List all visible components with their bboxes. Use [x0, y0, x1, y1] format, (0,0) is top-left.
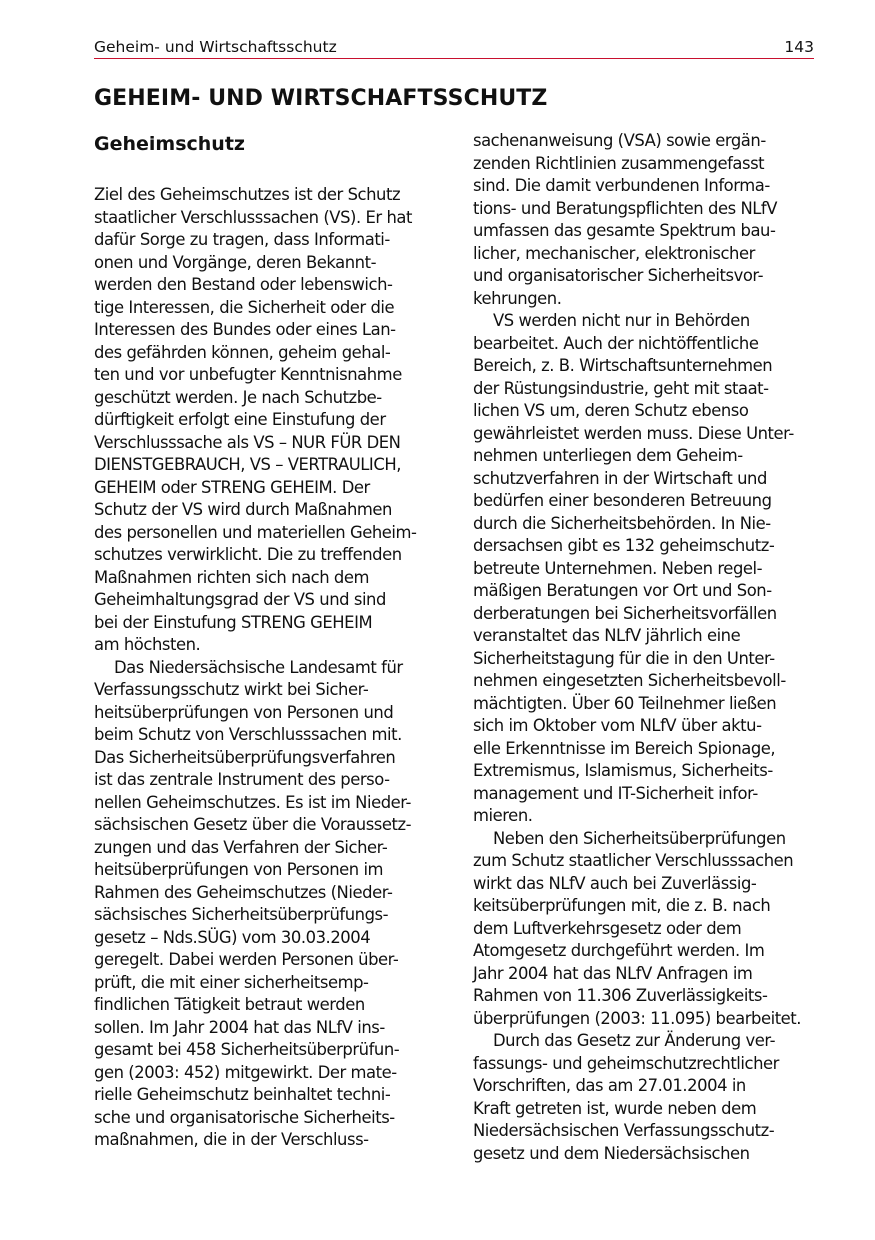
text-line: bearbeitet. Auch der nichtöffentliche [473, 333, 759, 353]
text-line: zum Schutz staatlicher Verschlusssachen [473, 851, 794, 870]
text-line: sächsischen Gesetz über die Voraussetz- [94, 815, 412, 834]
text-line: dersachsen gibt es 132 geheimschutz- [473, 536, 775, 555]
text-line: ist das zentrale Instrument des perso- [94, 770, 390, 789]
page-number: 143 [784, 38, 814, 56]
text-line: nehmen eingesetzten Sicherheitsbevoll- [473, 671, 786, 690]
text-line: Sicherheitstagung für die in den Unter- [473, 648, 775, 668]
text-line: management und IT-Sicherheit infor- [473, 783, 758, 803]
text-line: lichen VS um, deren Schutz ebenso [473, 401, 749, 420]
text-line: elle Erkenntnisse im Bereich Spionage, [473, 738, 776, 758]
text-line: tions- und Beratungspflichten des NLfV [473, 198, 778, 218]
text-line: Das Niedersächsische Landesamt für [114, 657, 403, 677]
text-line: licher, mechanischer, elektronischer [473, 243, 755, 263]
text-line: keitsüberprüfungen mit, die z. B. nach [473, 896, 771, 915]
text-line: Rahmen des Geheimschutzes (Nieder- [94, 882, 393, 902]
text-line: Das Sicherheitsüberprüfungsverfahren [94, 747, 396, 767]
text-line: onen und Vorgänge, deren Bekannt- [94, 252, 377, 272]
text-line: nehmen unterliegen dem Geheim- [473, 446, 743, 465]
text-line: mäßigen Beratungen vor Ort und Son- [473, 581, 772, 600]
text-line: findlichen Tätigkeit betraut werden [94, 995, 365, 1014]
text-line: werden den Bestand oder lebenswich- [94, 275, 393, 294]
text-line: zungen und das Verfahren der Sicher- [94, 837, 388, 857]
text-line: dürftigkeit erfolgt eine Einstufung der [94, 410, 386, 429]
text-line: beim Schutz von Verschlusssachen mit. [94, 725, 402, 744]
text-line: und organisatorischer Sicherheitsvor- [473, 266, 764, 285]
text-line: kehrungen. [473, 288, 562, 308]
text-line: Durch das Gesetz zur Änderung ver- [493, 1031, 776, 1050]
text-line: Vorschriften, das am 27.01.2004 in [473, 1076, 746, 1095]
text-line: nellen Geheimschutzes. Es ist im Nieder- [94, 792, 411, 812]
text-line: am höchsten. [94, 635, 201, 654]
text-line: Interessen des Bundes oder eines Lan- [94, 320, 396, 339]
text-line: gen (2003: 452) mitgewirkt. Der mate- [94, 1062, 397, 1082]
text-line: geschützt werden. Je nach Schutzbe- [94, 387, 382, 407]
text-line: ten und vor unbefugter Kenntnisnahme [94, 365, 402, 384]
text-line: sollen. Im Jahr 2004 hat das NLfV ins- [94, 1017, 385, 1037]
text-line: durch die Sicherheitsbehörden. In Nie- [473, 513, 771, 533]
text-line: mächtigten. Über 60 Teilnehmer ließen [473, 693, 777, 713]
text-line: rielle Geheimschutz beinhaltet techni- [94, 1085, 391, 1104]
right-column [473, 130, 818, 1165]
text-line: mieren. [473, 806, 533, 825]
text-line: Ziel des Geheimschutzes ist der Schutz [94, 185, 401, 204]
text-line: bedürfen einer besonderen Betreuung [473, 491, 772, 510]
text-line: heitsüberprüfungen von Personen und [94, 702, 394, 722]
text-line: fassungs- und geheimschutzrechtlicher [473, 1053, 779, 1073]
text-line: GEHEIM oder STRENG GEHEIM. Der [94, 477, 370, 497]
page-title: GEHEIM- UND WIRTSCHAFTSSCHUTZ [94, 86, 548, 111]
text-line: Geheimhaltungsgrad der VS und sind [94, 590, 386, 609]
text-line: Maßnahmen richten sich nach dem [94, 567, 370, 587]
text-line: staatlicher Verschlusssachen (VS). Er hat [94, 207, 412, 227]
text-line: überprüfungen (2003: 11.095) bearbeitet. [473, 1008, 802, 1028]
text-line: gewährleistet werden muss. Diese Unter- [473, 423, 794, 443]
running-header [94, 36, 814, 59]
text-line: maßnahmen, die in der Verschluss- [94, 1130, 369, 1149]
text-line: Bereich, z. B. Wirtschaftsunternehmen [473, 356, 773, 375]
text-line: veranstaltet das NLfV jährlich eine [473, 626, 741, 645]
text-line: sächsisches Sicherheitsüberprüfungs- [94, 905, 389, 924]
text-line: VS werden nicht nur in Behörden [493, 311, 750, 330]
text-line: schutzverfahren in der Wirtschaft und [473, 468, 767, 488]
text-line: DIENSTGEBRAUCH, VS – VERTRAULICH, [94, 455, 401, 474]
text-line: Extremismus, Islamismus, Sicherheits- [473, 761, 773, 780]
section-heading: Geheimschutz [94, 133, 245, 155]
running-header-section: Geheim- und Wirtschaftsschutz [94, 38, 337, 56]
text-line: sich im Oktober vom NLfV über aktu- [473, 716, 762, 735]
text-line: der Rüstungsindustrie, geht mit staat- [473, 378, 769, 398]
text-line: dafür Sorge zu tragen, dass Informati- [94, 230, 390, 249]
text-line: derberatungen bei Sicherheitsvorfällen [473, 603, 777, 623]
text-line: Schutz der VS wird durch Maßnahmen [94, 500, 392, 519]
text-line: geregelt. Dabei werden Personen über- [94, 950, 399, 969]
text-line: prüft, die mit einer sicherheitsemp- [94, 972, 369, 992]
text-line: Neben den Sicherheitsüberprüfungen [493, 828, 786, 848]
text-line: Verschlusssache als VS – NUR FÜR DEN [94, 432, 401, 452]
text-line: des personellen und materiellen Geheim- [94, 522, 417, 542]
left-column [94, 184, 439, 1152]
text-line: des gefährden können, geheim gehal- [94, 342, 391, 362]
text-line: Atomgesetz durchgeführt werden. Im [473, 941, 765, 960]
text-line: Jahr 2004 hat das NLfV Anfragen im [473, 963, 753, 983]
text-line: gesetz – Nds.SÜG) vom 30.03.2004 [94, 927, 371, 947]
text-line: heitsüberprüfungen von Personen im [94, 860, 384, 879]
text-line: Verfassungsschutz wirkt bei Sicher- [94, 680, 369, 699]
text-line: dem Luftverkehrsgesetz oder dem [473, 918, 742, 938]
text-line: schutzes verwirklicht. Die zu treffenden [94, 545, 402, 564]
text-line: sche und organisatorische Sicherheits- [94, 1107, 395, 1127]
text-line: Niedersächsischen Verfassungsschutz- [473, 1121, 775, 1140]
text-line: gesamt bei 458 Sicherheitsüberprüfun- [94, 1040, 400, 1059]
text-line: betreute Unternehmen. Neben regel- [473, 558, 763, 578]
text-line: tige Interessen, die Sicherheit oder die [94, 297, 395, 317]
text-line: zenden Richtlinien zusammengefasst [473, 153, 765, 173]
text-line: umfassen das gesamte Spektrum bau- [473, 221, 776, 240]
text-line: Rahmen von 11.306 Zuverlässigkeits- [473, 986, 768, 1005]
text-line: Kraft getreten ist, wurde neben dem [473, 1098, 757, 1118]
text-line: sind. Die damit verbundenen Informa- [473, 176, 770, 195]
text-line: sachenanweisung (VSA) sowie ergän- [473, 131, 766, 150]
text-line: wirkt das NLfV auch bei Zuverlässig- [473, 873, 757, 893]
text-line: bei der Einstufung STRENG GEHEIM [94, 612, 373, 632]
text-line: gesetz und dem Niedersächsischen [473, 1143, 750, 1163]
